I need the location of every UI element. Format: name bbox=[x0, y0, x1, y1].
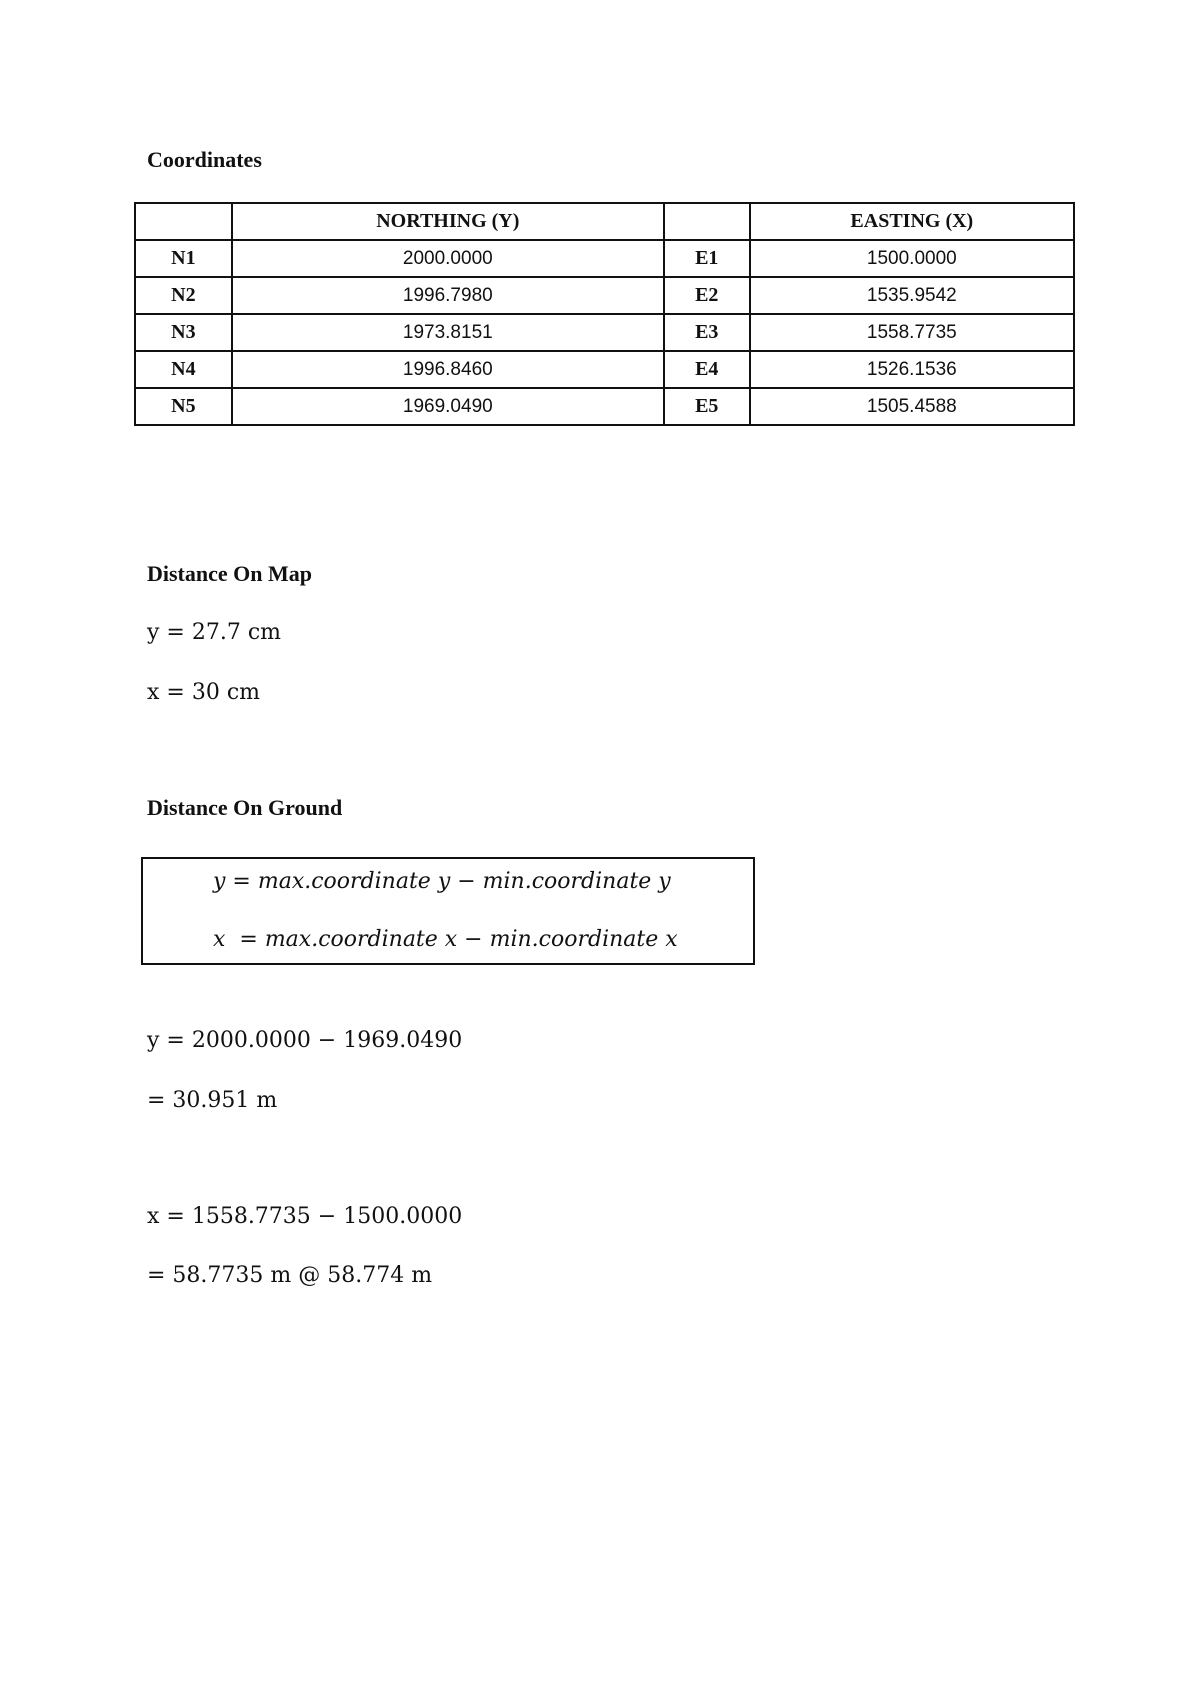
map-y-equation: y = 27.7 cm bbox=[147, 620, 282, 645]
table-row bbox=[135, 314, 1074, 351]
easting-value: 1558.7735 bbox=[750, 314, 1074, 351]
calc-x-equation: x = 1558.7735 − 1500.0000 bbox=[147, 1204, 463, 1229]
northing-value: 1996.8460 bbox=[232, 351, 664, 388]
easting-label: E3 bbox=[664, 314, 750, 351]
header-northing: NORTHING (Y) bbox=[232, 203, 664, 240]
easting-label: E5 bbox=[664, 388, 750, 425]
easting-value: 1500.0000 bbox=[750, 240, 1074, 277]
northing-label: N4 bbox=[135, 351, 232, 388]
formula-box bbox=[141, 857, 755, 965]
northing-label: N1 bbox=[135, 240, 232, 277]
northing-label: N3 bbox=[135, 314, 232, 351]
northing-value: 2000.0000 bbox=[232, 240, 664, 277]
calc-x-result: = 58.7735 m @ 58.774 m bbox=[147, 1263, 433, 1288]
easting-value: 1535.9542 bbox=[750, 277, 1074, 314]
calc-y-equation: y = 2000.0000 − 1969.0490 bbox=[147, 1028, 463, 1053]
header-blank-2 bbox=[664, 203, 750, 240]
table-row bbox=[135, 277, 1074, 314]
northing-label: N5 bbox=[135, 388, 232, 425]
formula-y: y = max.coordinate y − min.coordinate y bbox=[213, 869, 671, 894]
coordinates-heading: Coordinates bbox=[147, 147, 262, 172]
table-row bbox=[135, 388, 1074, 425]
northing-label: N2 bbox=[135, 277, 232, 314]
header-easting: EASTING (X) bbox=[750, 203, 1074, 240]
calc-y-result: = 30.951 m bbox=[147, 1088, 278, 1113]
easting-value: 1526.1536 bbox=[750, 351, 1074, 388]
map-x-equation: x = 30 cm bbox=[147, 680, 260, 705]
coordinates-table bbox=[134, 202, 1075, 426]
easting-label: E2 bbox=[664, 277, 750, 314]
table-header-row bbox=[135, 203, 1074, 240]
formula-x: x = max.coordinate x − min.coordinate x bbox=[213, 927, 678, 952]
northing-value: 1973.8151 bbox=[232, 314, 664, 351]
distance-on-ground-heading: Distance On Ground bbox=[147, 795, 343, 820]
easting-value: 1505.4588 bbox=[750, 388, 1074, 425]
northing-value: 1996.7980 bbox=[232, 277, 664, 314]
table-row bbox=[135, 240, 1074, 277]
easting-label: E1 bbox=[664, 240, 750, 277]
northing-value: 1969.0490 bbox=[232, 388, 664, 425]
table-row bbox=[135, 351, 1074, 388]
easting-label: E4 bbox=[664, 351, 750, 388]
distance-on-map-heading: Distance On Map bbox=[147, 561, 312, 586]
header-blank-1 bbox=[135, 203, 232, 240]
